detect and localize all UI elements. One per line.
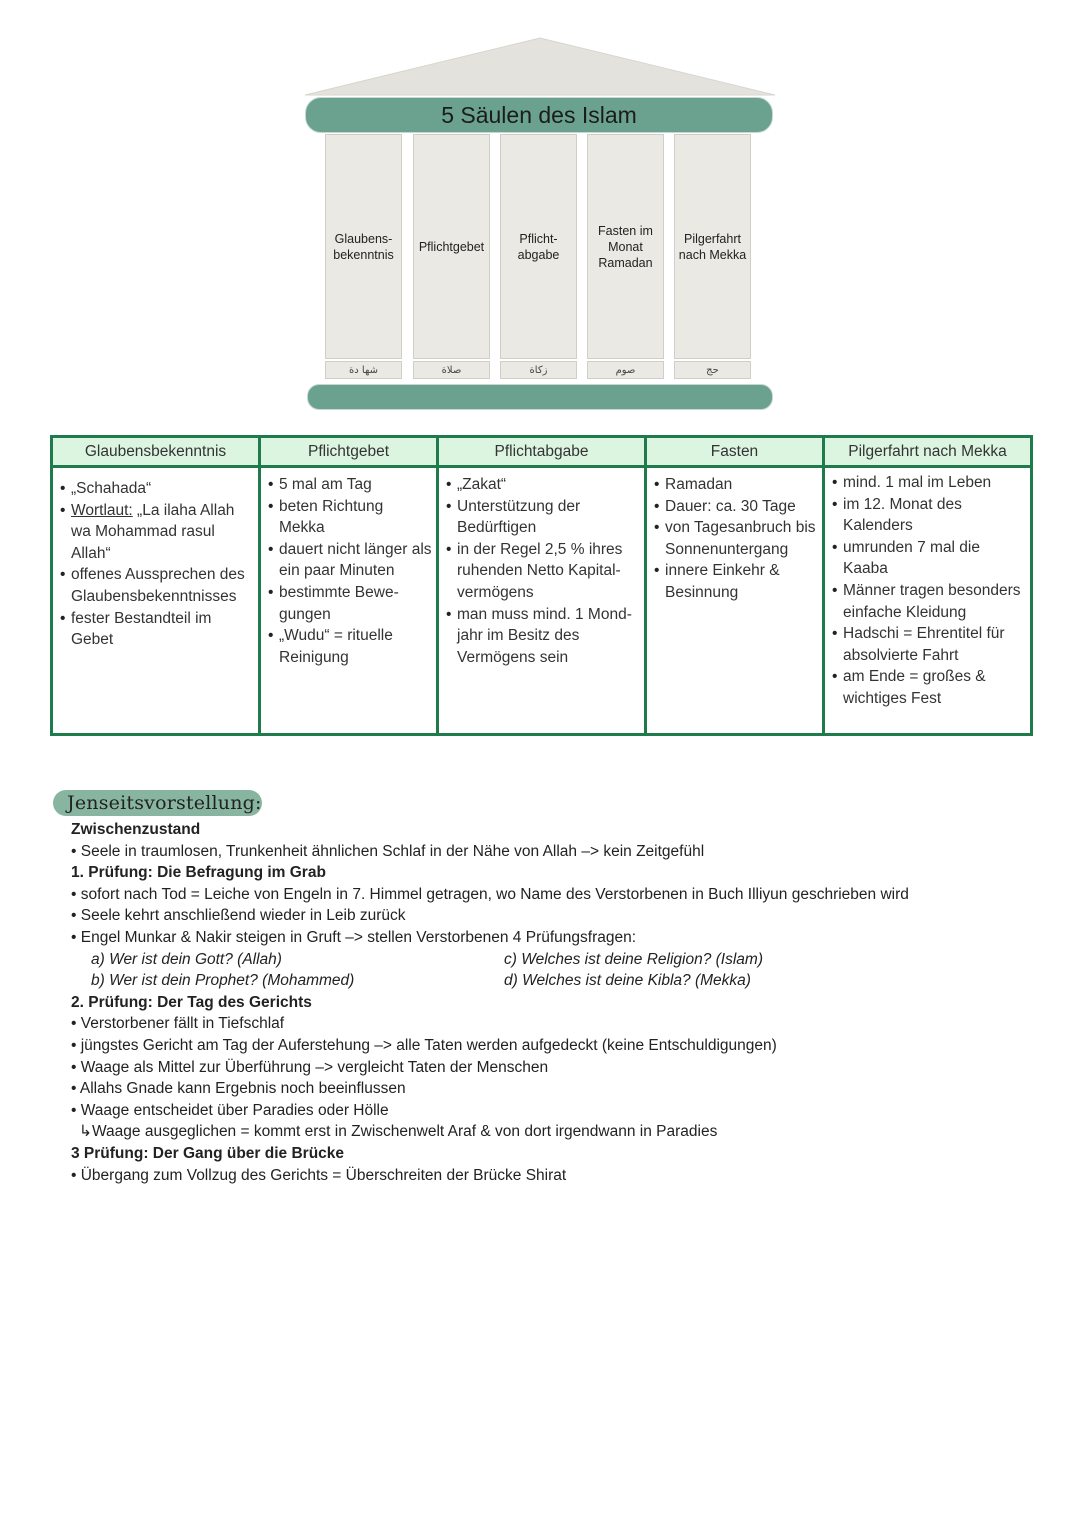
header-pflichtabgabe: Pflichtabgabe: [438, 437, 646, 467]
list-item: • am Ende = großes & wichtiges Fest: [831, 666, 1026, 709]
list-item: • mind. 1 mal im Leben: [831, 472, 1026, 494]
section-heading-text: Jenseitsvorstellung:: [67, 792, 262, 814]
bullet-line: • Seele kehrt anschließend wieder in Leib zurück: [71, 905, 1031, 927]
bullet-line: • Seele in traumlosen, Trunkenheit ähnlichen Schlaf in der Nähe von Allah –> kein Zeitgefühl: [71, 841, 1031, 863]
list-item: • in der Regel 2,5 % ihres ruhenden Netto Kapital-vermögens: [445, 539, 640, 604]
pillar-label: Pilgerfahrt nach Mekka: [678, 231, 747, 262]
pillar-label: Pflicht- abgabe: [517, 231, 560, 262]
diagram-title: 5 Säulen des Islam: [441, 101, 637, 128]
bullet-line: • Waage entscheidet über Paradies oder Hölle: [71, 1100, 1031, 1122]
list-item: • Männer tragen besonders einfache Kleidung: [831, 580, 1026, 623]
list-item: • innere Einkehr & Besinnung: [653, 560, 818, 603]
temple-foundation: [307, 384, 773, 410]
temple-roof: [300, 30, 780, 100]
subheading: Zwischenzustand: [71, 821, 201, 838]
pillar-label: Glaubens- bekenntnis: [333, 231, 394, 262]
header-pilgerfahrt: Pilgerfahrt nach Mekka: [824, 437, 1032, 467]
cell-fasten: [646, 467, 824, 735]
list-item: • Unterstützung der Bedürftigen: [445, 496, 640, 539]
header-glaubensbekenntnis: Glaubensbekenntnis: [52, 437, 260, 467]
list-item: • fester Bestandteil im Gebet: [59, 608, 254, 651]
pillar-shahada: [325, 134, 402, 359]
question-a: a) Wer ist dein Gott? (Allah): [91, 950, 282, 968]
list-item: • beten Richtung Mekka: [267, 496, 432, 539]
section-heading: [53, 790, 262, 816]
list-item: • Hadschi = Ehrentitel für absolvierte Fahrt: [831, 623, 1026, 666]
subheading: 3 Prüfung: Der Gang über die Brücke: [71, 1144, 345, 1162]
subheading: 1. Prüfung: Die Befragung im Grab: [71, 864, 326, 882]
list-item: • im 12. Monat des Kalenders: [831, 494, 1026, 537]
temple-title-beam: [305, 97, 773, 133]
pillar-salat: [413, 134, 490, 359]
header-pflichtgebet: Pflichtgebet: [260, 437, 438, 467]
list-item: • Dauer: ca. 30 Tage: [653, 496, 818, 518]
pillar-label: Pflichtgebet: [418, 239, 485, 254]
bullet-line: • Engel Munkar & Nakir steigen in Gruft –> stellen Verstorbenen 4 Prüfungsfragen:: [71, 927, 1031, 949]
question-row: [71, 949, 1031, 971]
cell-glaubensbekenntnis: [52, 467, 260, 735]
subheading: 2. Prüfung: Der Tag des Gerichts: [71, 993, 312, 1011]
pillars-diagram: [300, 30, 780, 415]
table-header-row: [52, 437, 1032, 467]
wortlaut-text: „La ilaha Allah wa Mohammad rasul Allah“: [71, 501, 235, 562]
cell-pilgerfahrt: [824, 467, 1032, 735]
list-item: • „Zakat“: [445, 474, 640, 496]
bullet-line: • Allahs Gnade kann Ergebnis noch beeinflussen: [71, 1078, 1031, 1100]
wortlaut-label: Wortlaut:: [71, 501, 133, 519]
arrow-line: ↳Waage ausgeglichen = kommt erst in Zwischenwelt Araf & von dort irgendwann in Paradies: [79, 1123, 718, 1141]
list-item: • dauert nicht länger als ein paar Minuten: [267, 539, 432, 582]
header-fasten: Fasten: [646, 437, 824, 467]
afterlife-notes: [71, 819, 1031, 1186]
list-item: • umrunden 7 mal die Kaaba: [831, 537, 1026, 580]
list-item: • bestimmte Bewe-gungen: [267, 582, 432, 625]
pillar-arabic-label: زكاة: [500, 361, 577, 379]
pillar-saum: [587, 134, 664, 359]
bullet-line: • Waage als Mittel zur Überführung –> vergleicht Taten der Menschen: [71, 1057, 1031, 1079]
list-item: • offenes Aussprechen des Glaubensbekenntnisses: [59, 564, 254, 607]
pillar-hajj: [674, 134, 751, 359]
table-row: [52, 467, 1032, 735]
pillar-label: Fasten im Monat Ramadan: [598, 223, 653, 270]
list-item: • man muss mind. 1 Mond-jahr im Besitz des Vermögens sein: [445, 604, 640, 669]
list-item: • „Schahada“: [59, 478, 254, 500]
list-item: • Ramadan: [653, 474, 818, 496]
bullet-line: • Verstorbener fällt in Tiefschlaf: [71, 1013, 1031, 1035]
pillar-arabic-label: صلاة: [413, 361, 490, 379]
question-row: [71, 970, 1031, 992]
question-b: b) Wer ist dein Prophet? (Mohammed): [91, 972, 355, 990]
bullet-line: • sofort nach Tod = Leiche von Engeln in 7. Himmel getragen, wo Name des Verstorbenen in Buch Illiyun geschrieben wird: [71, 884, 1031, 906]
bullet-line: • Übergang zum Vollzug des Gerichts = Überschreiten der Brücke Shirat: [71, 1165, 1031, 1187]
pillars-table: [50, 435, 1033, 736]
list-item: [59, 500, 254, 565]
question-d: d) Welches ist deine Kibla? (Mekka): [504, 972, 751, 990]
pillar-arabic-label: حج: [674, 361, 751, 379]
list-item: • von Tagesanbruch bis Sonnenuntergang: [653, 517, 818, 560]
cell-pflichtgebet: [260, 467, 438, 735]
cell-pflichtabgabe: [438, 467, 646, 735]
bullet-line: • jüngstes Gericht am Tag der Auferstehung –> alle Taten werden aufgedeckt (keine Entschuldigungen): [71, 1035, 1031, 1057]
list-item: • „Wudu“ = rituelle Reinigung: [267, 625, 432, 668]
pillar-arabic-label: شها دة: [325, 361, 402, 379]
list-item: • 5 mal am Tag: [267, 474, 432, 496]
pillar-zakat: [500, 134, 577, 359]
question-c: c) Welches ist deine Religion? (Islam): [504, 950, 764, 968]
pillar-arabic-label: صوم: [587, 361, 664, 379]
